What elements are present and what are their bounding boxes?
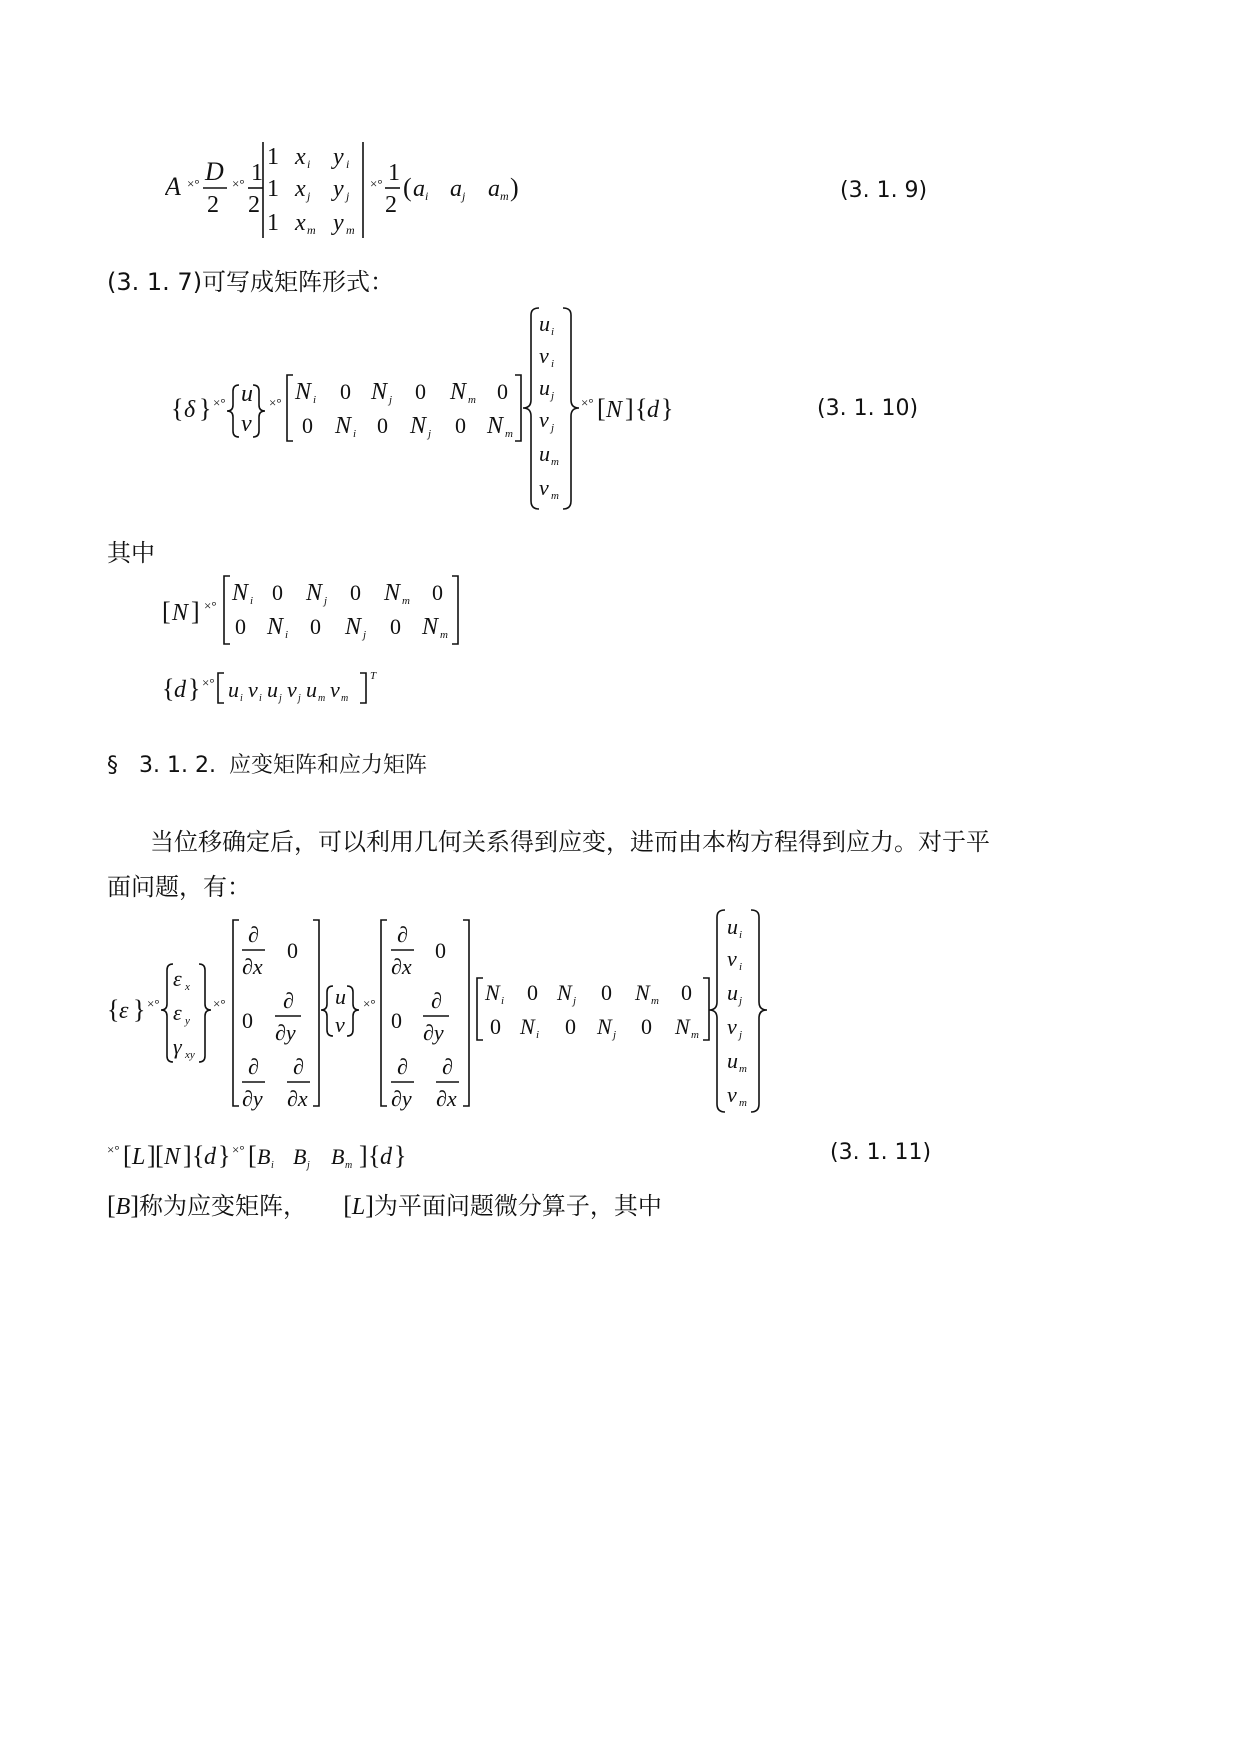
svg-text:[: [ [597, 394, 606, 423]
svg-text:N: N [371, 379, 388, 405]
equation-3-1-9-svg [165, 140, 928, 240]
svg-text:N: N [606, 397, 623, 423]
svg-text:0: 0 [432, 580, 443, 605]
svg-text:i: i [739, 961, 743, 973]
svg-text:0: 0 [242, 1008, 253, 1033]
svg-text:m: m [346, 223, 355, 237]
svg-text:N: N [306, 580, 323, 606]
svg-text:d: d [174, 677, 186, 703]
svg-text:ε: ε [119, 998, 129, 1024]
svg-text:i: i [551, 358, 555, 370]
last-line-B-text: 称为应变矩阵， [139, 1192, 308, 1220]
svg-text:[: [ [123, 1141, 132, 1170]
svg-text:{: { [171, 394, 184, 423]
svg-text:]: ] [359, 1141, 368, 1170]
svg-text:N: N [335, 413, 352, 439]
svg-text:u: u [306, 677, 317, 702]
svg-text:m: m [341, 693, 349, 704]
section-title: 应变矩阵和应力矩阵 [228, 753, 427, 778]
svg-text:0: 0 [527, 980, 538, 1005]
eq9-D: D [205, 157, 224, 186]
svg-text:N: N [675, 1014, 690, 1039]
svg-text:∂: ∂ [248, 922, 259, 947]
section-heading [107, 748, 427, 779]
svg-text:∂: ∂ [442, 1054, 453, 1079]
definition-N [160, 572, 480, 652]
svg-text:j: j [551, 422, 555, 434]
svg-text:i: i [353, 428, 357, 440]
svg-text:∂y: ∂y [423, 1020, 444, 1045]
equation-3-1-10-svg [165, 305, 725, 515]
svg-text:0: 0 [681, 980, 692, 1005]
svg-text:0: 0 [601, 980, 612, 1005]
eq-number-3-1-9: (3. 1. 9) [840, 178, 928, 203]
svg-text:N: N [232, 580, 249, 606]
svg-text:u: u [727, 980, 738, 1005]
svg-text:∂y: ∂y [391, 1086, 412, 1111]
svg-text:N: N [487, 413, 504, 439]
svg-text:i: i [536, 1029, 540, 1041]
svg-text:∂: ∂ [293, 1054, 304, 1079]
eq9-two-2: 2 [248, 192, 260, 218]
svg-text:δ: δ [184, 397, 196, 423]
svg-text:i: i [551, 326, 555, 338]
equation-3-1-9 [165, 140, 928, 240]
svg-text:N: N [520, 1014, 535, 1039]
definition-N-svg [160, 572, 480, 652]
svg-text:v: v [248, 677, 258, 702]
svg-text:×°: ×° [269, 395, 282, 410]
svg-text:m: m [739, 1063, 747, 1075]
svg-text:0: 0 [340, 379, 351, 404]
svg-text:∂x: ∂x [436, 1086, 457, 1111]
svg-text:j: j [428, 428, 432, 440]
svg-text:N: N [557, 980, 572, 1005]
svg-text:j: j [307, 189, 311, 203]
svg-text:v: v [330, 677, 340, 702]
svg-text:u: u [727, 914, 738, 939]
last-line-L-text: 为平面问题微分算子，其中 [373, 1192, 662, 1220]
svg-text:∂x: ∂x [391, 954, 412, 979]
svg-text:x: x [185, 981, 190, 993]
svg-text:∂: ∂ [283, 988, 294, 1013]
svg-text:0: 0 [377, 413, 388, 438]
svg-text:a: a [450, 176, 462, 202]
svg-text:]: ] [147, 1141, 156, 1170]
svg-text:0: 0 [490, 1014, 501, 1039]
svg-text:0: 0 [272, 580, 283, 605]
svg-text:m: m [691, 1029, 699, 1041]
svg-text:j: j [462, 189, 466, 203]
svg-text:1: 1 [388, 160, 400, 186]
svg-text:]: ] [625, 394, 634, 423]
svg-text:B: B [293, 1144, 307, 1169]
svg-text:i: i [313, 394, 317, 406]
svg-text:m: m [440, 629, 448, 641]
svg-text:y: y [185, 1015, 190, 1027]
svg-text:j: j [613, 1029, 617, 1041]
equation-3-1-10 [165, 305, 725, 515]
svg-text:N: N [635, 980, 650, 1005]
svg-text:0: 0 [302, 413, 313, 438]
svg-text:N: N [450, 379, 467, 405]
svg-text:i: i [285, 629, 289, 641]
svg-text:B: B [331, 1144, 345, 1169]
svg-text:T: T [370, 670, 377, 682]
svg-text:{: { [107, 995, 120, 1024]
svg-text:∂: ∂ [248, 1054, 259, 1079]
svg-text:0: 0 [310, 614, 321, 639]
svg-text:v: v [335, 1012, 345, 1037]
svg-text:y: y [333, 210, 344, 236]
svg-text:0: 0 [565, 1014, 576, 1039]
svg-text:N: N [597, 1014, 612, 1039]
svg-text:×°: ×° [213, 996, 226, 1011]
svg-text:m: m [551, 456, 559, 468]
svg-text:∂x: ∂x [287, 1086, 308, 1111]
svg-text:u: u [539, 311, 550, 336]
svg-text:v: v [539, 343, 549, 368]
svg-text:u: u [727, 1048, 738, 1073]
definition-d-svg [160, 665, 420, 715]
svg-text:d: d [380, 1144, 392, 1170]
svg-text:0: 0 [350, 580, 361, 605]
svg-text:×°: ×° [213, 395, 226, 410]
eq9-A: A [165, 172, 181, 201]
svg-text:m: m [500, 189, 509, 203]
eq9-two-1: 2 [207, 192, 219, 218]
svg-text:∂x: ∂x [242, 954, 263, 979]
equation-3-1-11 [105, 1132, 425, 1176]
svg-text:N: N [384, 580, 401, 606]
svg-text:v: v [539, 407, 549, 432]
eq9-glyph2: ×° [232, 176, 245, 191]
svg-text:x: x [295, 176, 306, 202]
eq-number-3-1-10: (3. 1. 10) [817, 396, 919, 421]
svg-text:}: } [188, 674, 201, 703]
svg-text:N: N [422, 614, 439, 640]
svg-text:∂y: ∂y [275, 1020, 296, 1045]
svg-text:0: 0 [391, 1008, 402, 1033]
svg-text:m: m [345, 1160, 353, 1171]
svg-text:xy: xy [185, 1049, 195, 1061]
svg-text:γ: γ [173, 1034, 182, 1059]
svg-text:d: d [647, 397, 659, 423]
svg-text:): ) [510, 173, 519, 202]
svg-text:1: 1 [267, 210, 279, 236]
svg-text:j: j [307, 1160, 310, 1171]
svg-text:{: { [162, 674, 175, 703]
last-line-B: B [115, 1194, 131, 1220]
svg-text:×°: ×° [147, 996, 160, 1011]
svg-text:∂: ∂ [431, 988, 442, 1013]
svg-text:N: N [410, 413, 427, 439]
svg-text:a: a [413, 176, 425, 202]
svg-text:m: m [402, 595, 410, 607]
svg-text:N: N [345, 614, 362, 640]
svg-text:×°: ×° [202, 675, 215, 690]
svg-text:N: N [172, 600, 189, 626]
svg-text:m: m [307, 223, 316, 237]
svg-text:d: d [204, 1144, 216, 1170]
svg-text:]: ] [183, 1141, 192, 1170]
svg-text:}: } [133, 995, 146, 1024]
svg-text:[: [ [155, 1141, 164, 1170]
svg-text:i: i [501, 995, 505, 1007]
svg-text:[: [ [248, 1141, 257, 1170]
svg-text:2: 2 [385, 192, 397, 218]
svg-text:i: i [425, 189, 429, 203]
svg-text:1: 1 [267, 176, 279, 202]
svg-text:ε: ε [173, 966, 182, 991]
section-number: 3. 1. 2. [139, 753, 216, 778]
definition-d [160, 665, 420, 715]
section-mark: § [107, 753, 118, 778]
svg-text:m: m [318, 693, 326, 704]
svg-text:j: j [551, 390, 555, 402]
svg-text:×°: ×° [204, 598, 217, 613]
svg-text:v: v [727, 1014, 737, 1039]
svg-text:0: 0 [455, 413, 466, 438]
svg-text:m: m [505, 428, 513, 440]
text-3-1-7: (3. 1. 7)可写成矩阵形式： [107, 268, 395, 296]
svg-text:y: y [333, 176, 344, 202]
svg-text:0: 0 [415, 379, 426, 404]
svg-text:x: x [295, 144, 306, 170]
svg-text:v: v [287, 677, 297, 702]
svg-text:[: [ [162, 597, 171, 626]
svg-text:N: N [485, 980, 500, 1005]
svg-text:∂: ∂ [397, 922, 408, 947]
svg-text:0: 0 [235, 614, 246, 639]
svg-text:}: } [218, 1141, 231, 1170]
svg-text:i: i [250, 595, 254, 607]
svg-text:j: j [324, 595, 328, 607]
svg-text:{: { [368, 1141, 381, 1170]
svg-text:j: j [279, 693, 282, 704]
svg-text:a: a [488, 176, 500, 202]
svg-text:1: 1 [267, 144, 279, 170]
svg-text:v: v [727, 1082, 737, 1107]
svg-text:u: u [335, 984, 346, 1009]
svg-text:×°: ×° [363, 996, 376, 1011]
svg-text:}: } [199, 394, 212, 423]
svg-text:m: m [551, 490, 559, 502]
eq9-glyph1: ×° [187, 176, 200, 191]
svg-text:∂y: ∂y [242, 1086, 263, 1111]
svg-text:u: u [267, 677, 278, 702]
svg-text:0: 0 [390, 614, 401, 639]
svg-text:}: } [661, 394, 674, 423]
svg-text:y: y [333, 144, 344, 170]
svg-text:j: j [346, 189, 350, 203]
svg-text:v: v [727, 946, 737, 971]
svg-text:×°: ×° [370, 176, 383, 191]
svg-text:0: 0 [287, 938, 298, 963]
svg-text:{: { [635, 394, 648, 423]
svg-text:v: v [241, 411, 252, 437]
svg-text:L: L [132, 1144, 146, 1170]
svg-text:u: u [228, 677, 239, 702]
svg-text:}: } [394, 1141, 407, 1170]
svg-text:u: u [241, 381, 253, 407]
svg-text:0: 0 [435, 938, 446, 963]
svg-text:]: ] [191, 597, 200, 626]
text-qizhong-1: 其中 [107, 539, 155, 567]
svg-text:ε: ε [173, 1000, 182, 1025]
svg-text:u: u [539, 375, 550, 400]
svg-text:×°: ×° [581, 395, 594, 410]
paragraph-line-1: 当位移确定后，可以利用几何关系得到应变，进而由本构方程得到应力。对于平 [150, 828, 990, 856]
svg-text:j: j [739, 995, 743, 1007]
svg-text:x: x [295, 210, 306, 236]
last-line-L: L [351, 1194, 366, 1220]
svg-text:N: N [295, 379, 312, 405]
svg-text:×°: ×° [107, 1142, 120, 1157]
svg-text:N: N [267, 614, 284, 640]
equation-3-1-11-svg [105, 1132, 425, 1176]
svg-text:×°: ×° [232, 1142, 245, 1157]
svg-text:0: 0 [497, 379, 508, 404]
svg-text:i: i [307, 157, 311, 171]
svg-text:N: N [164, 1144, 181, 1170]
svg-text:0: 0 [641, 1014, 652, 1039]
svg-text:{: { [192, 1141, 205, 1170]
equation-strain [105, 908, 775, 1118]
svg-text:B: B [257, 1144, 271, 1169]
svg-text:i: i [271, 1160, 274, 1171]
svg-text:m: m [468, 394, 476, 406]
svg-text:i: i [346, 157, 350, 171]
svg-text:i: i [259, 693, 262, 704]
svg-text:m: m [739, 1097, 747, 1109]
svg-text:(: ( [403, 173, 412, 202]
eq-number-3-1-11: (3. 1. 11) [830, 1140, 932, 1165]
paragraph-line-2: 面问题，有： [107, 873, 251, 901]
svg-text:∂: ∂ [397, 1054, 408, 1079]
svg-text:m: m [651, 995, 659, 1007]
svg-text:j: j [363, 629, 367, 641]
eq9-one-1: 1 [251, 160, 263, 186]
svg-text:j: j [389, 394, 393, 406]
svg-text:v: v [539, 475, 549, 500]
last-line: [B]称为应变矩阵， [L]为平面问题微分算子，其中 [107, 1191, 662, 1220]
equation-strain-svg [105, 908, 775, 1118]
svg-text:u: u [539, 441, 550, 466]
svg-text:j: j [573, 995, 577, 1007]
svg-text:i: i [739, 929, 743, 941]
svg-text:j: j [739, 1029, 743, 1041]
svg-text:j: j [298, 693, 301, 704]
svg-text:i: i [240, 693, 243, 704]
